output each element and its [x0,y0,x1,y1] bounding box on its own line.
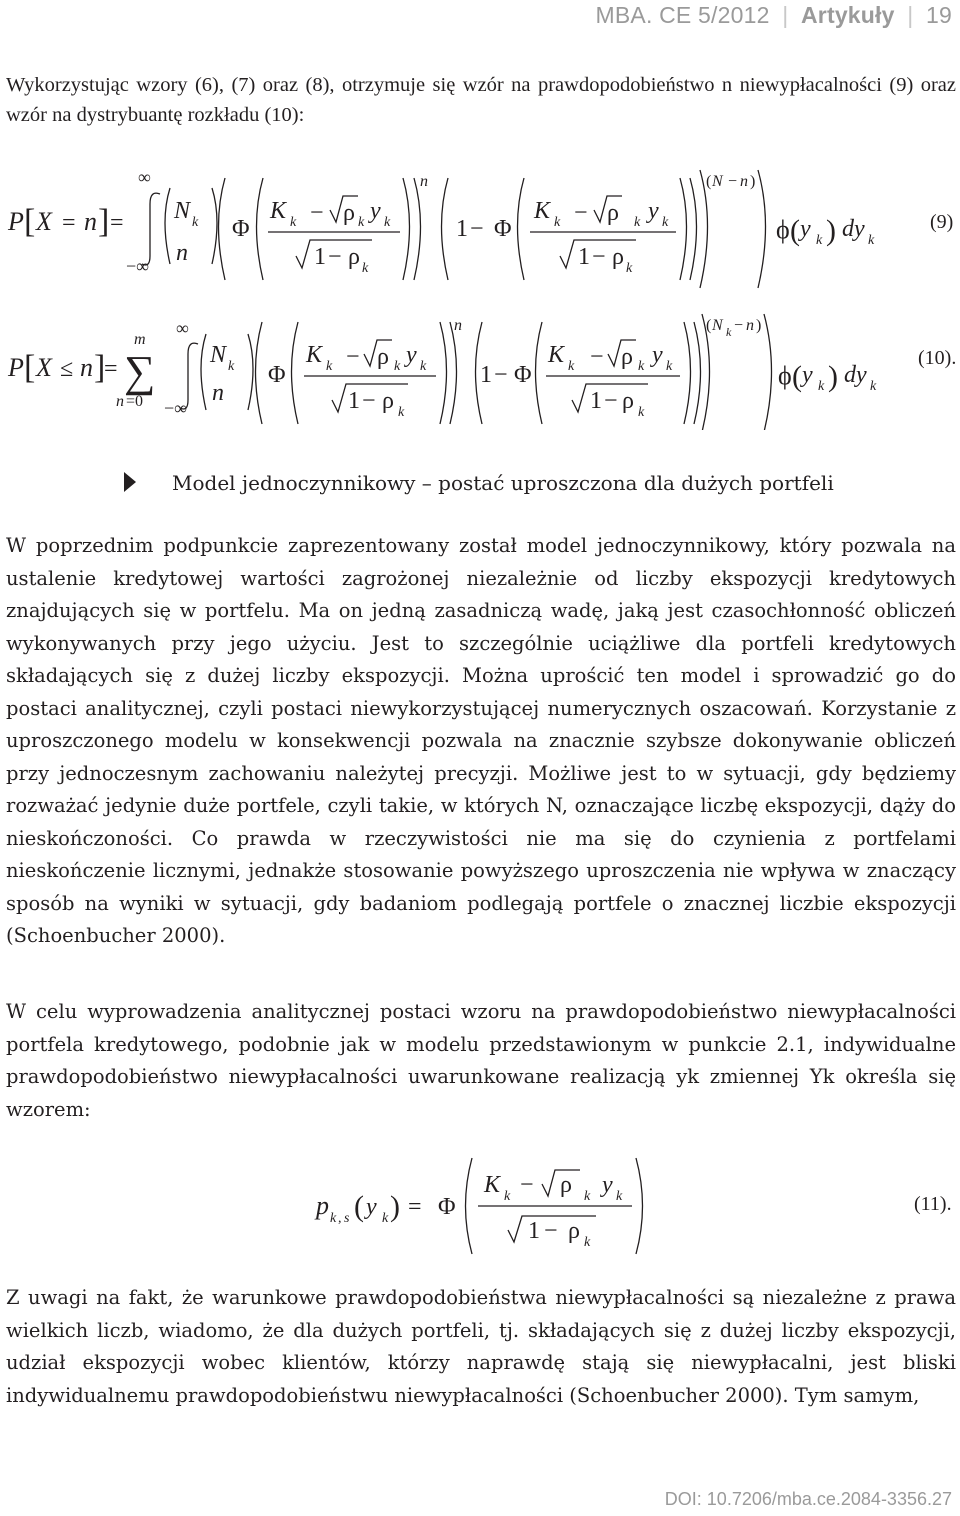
svg-text:k: k [326,359,333,374]
svg-text:=: = [110,210,124,236]
svg-text:X: X [36,353,52,382]
svg-text:k: k [568,359,575,374]
svg-text:P: P [8,207,24,236]
svg-text:k: k [616,1189,623,1204]
svg-text:y: y [800,216,811,242]
svg-text:k: k [384,215,391,230]
svg-text:k: k [634,215,641,230]
svg-text:s: s [344,1211,350,1226]
svg-text:K: K [548,342,565,368]
svg-text:Φ: Φ [438,1194,456,1220]
svg-text:=: = [408,1194,422,1220]
svg-text:−: − [574,200,588,226]
svg-text:k: k [362,261,369,276]
svg-text:N: N [174,198,191,224]
svg-text:): ) [826,214,836,247]
svg-text:K: K [306,342,323,368]
svg-text:k: k [870,379,877,394]
svg-text:=0: =0 [126,393,144,410]
svg-text:y: y [366,1194,377,1220]
svg-text:N: N [210,342,227,368]
svg-text:X: X [36,207,52,236]
svg-text:−: − [346,344,360,370]
equation-10 [0,300,960,430]
svg-text:(: ( [706,173,712,190]
svg-text:y: y [406,342,417,368]
svg-text:=: = [62,210,76,236]
svg-text:−: − [604,388,618,414]
svg-text:−: − [328,244,342,270]
svg-text:k: k [816,233,823,248]
svg-text:k: k [228,359,235,374]
svg-text:K: K [270,198,287,224]
svg-text:1: 1 [348,388,360,414]
svg-text:]: ] [94,349,106,386]
svg-text:−: − [592,244,606,270]
svg-text:k: k [868,233,875,248]
header-separator: | [907,2,914,28]
svg-text:n: n [746,317,754,334]
svg-text:[: [ [24,349,36,386]
svg-text:ρ: ρ [612,244,624,270]
body-paragraph-4: Z uwagi na fakt, że warunkowe prawdopodobieństwa niewypłacalności są niezależne z prawa wielkich liczb, wiadomo, że dla dużych portfeli, tj. składających się z dużej liczby ekspozycji, udział ekspozycji wobec klientów, którzy naprawdę stają się niewypłacalni, jest bliski indywidualnemu prawdopodobieństwu niewypłacalności (Schoenbucher 2000). Tym samym, [6,1286,956,1407]
section-bullet-icon [122,470,142,494]
svg-text:ρ: ρ [377,344,389,370]
equation-11 [0,1150,960,1260]
section-heading: Model jednoczynnikowy – postać uproszczona dla dużych portfeli [172,471,834,495]
svg-text:−: − [590,344,604,370]
svg-text:n: n [212,380,224,406]
svg-text:ϕ: ϕ [778,361,792,390]
svg-text:dy: dy [842,216,865,242]
svg-text:ρ: ρ [343,200,355,226]
svg-text:k: k [666,359,673,374]
svg-text:−: − [470,216,484,242]
svg-text:n: n [80,353,93,382]
svg-text:n: n [740,173,748,190]
svg-text:dy: dy [844,362,867,388]
svg-text:k: k [584,1235,591,1250]
svg-text:ρ: ρ [568,1218,580,1244]
svg-text:k: k [398,405,405,420]
svg-text:−: − [544,1218,558,1244]
svg-text:k: k [192,215,199,230]
svg-text:ρ: ρ [607,200,619,226]
eq11-label: (11). [914,1193,952,1215]
svg-text:Φ: Φ [514,362,532,388]
header-separator: | [782,2,789,28]
equation-9 [0,160,960,300]
svg-text:−: − [728,173,738,190]
running-header [596,2,953,29]
svg-text:,: , [338,1211,342,1226]
svg-text:n: n [454,317,462,334]
svg-text:k: k [290,215,297,230]
svg-text:]: ] [98,203,110,240]
svg-text:−: − [734,317,744,334]
svg-text:k: k [504,1189,511,1204]
svg-text:(: ( [354,1190,364,1223]
svg-text:P: P [8,353,24,382]
svg-text:(: ( [790,214,800,247]
svg-text:N: N [712,173,723,190]
svg-text:k: k [358,215,365,230]
svg-text:ρ: ρ [348,244,360,270]
svg-text:k: k [394,359,401,374]
svg-text:−∞: −∞ [126,256,149,276]
svg-text:m: m [134,331,146,348]
svg-text:n: n [84,207,97,236]
intro-paragraph: Wykorzystując wzory (6), (7) oraz (8), otrzymuje się wzór na prawdopodobieństwo n niewypłacalności (9) oraz wzór na dystrybuantę rozkładu (10): [6,74,956,126]
svg-text:n: n [176,240,188,266]
svg-text:N: N [712,317,723,334]
svg-text:ρ: ρ [382,388,394,414]
doi-footer: DOI: 10.7206/mba.ce.2084-3356.27 [664,1489,952,1509]
svg-text:[: [ [24,203,36,240]
svg-text:): ) [756,317,762,334]
svg-text:1: 1 [590,388,602,414]
svg-text:n: n [420,173,428,190]
svg-text:ρ: ρ [560,1172,572,1198]
svg-text:k: k [638,359,645,374]
svg-text:≤: ≤ [60,356,74,382]
svg-text:k: k [818,379,825,394]
eq10-label: (10). [918,347,957,369]
svg-text:K: K [534,198,551,224]
svg-text:k: k [638,405,645,420]
svg-text:1: 1 [528,1218,540,1244]
svg-text:k: k [726,325,732,339]
svg-text:): ) [750,173,756,190]
svg-text:): ) [828,360,838,393]
svg-text:Φ: Φ [232,216,250,242]
svg-text:Φ: Φ [494,216,512,242]
svg-text:∑: ∑ [124,347,156,396]
svg-text:∞: ∞ [138,167,151,187]
svg-text:=: = [104,356,118,382]
svg-text:∞: ∞ [176,318,189,338]
journal-name: MBA. CE 5/2012 [595,2,770,28]
svg-text:p: p [316,1191,329,1220]
svg-text:(: ( [706,317,712,334]
svg-text:k: k [330,1211,337,1226]
svg-text:y: y [370,198,381,224]
svg-text:k: k [584,1189,591,1204]
svg-text:K: K [484,1172,501,1198]
page-number: 19 [926,2,952,28]
svg-text:1: 1 [578,244,590,270]
body-paragraph-3: W celu wyprowadzenia analitycznej postaci wzoru na prawdopodobieństwo niewypłacalności portfela kredytowego, podobnie jak w modelu przedstawionym w punkcie 2.1, indywidualne prawdopodobieństwo niewypłacalności uwarunkowane realizacją yk zmiennej Yk określa się wzorem: [6,1000,956,1121]
svg-text:(: ( [792,360,802,393]
svg-text:n: n [116,393,124,410]
svg-text:−: − [362,388,376,414]
svg-text:−∞: −∞ [164,398,187,418]
svg-text:Φ: Φ [268,362,286,388]
svg-text:y: y [602,1172,613,1198]
svg-text:k: k [554,215,561,230]
svg-text:k: k [382,1211,389,1226]
eq9-label: (9) [930,211,954,233]
svg-text:y: y [648,198,659,224]
svg-text:1: 1 [480,362,492,388]
svg-text:): ) [390,1190,400,1223]
svg-text:k: k [420,359,427,374]
section-name: Artykuły [801,2,895,28]
svg-text:−: − [520,1172,534,1198]
svg-text:k: k [662,215,669,230]
svg-text:ρ: ρ [621,344,633,370]
svg-text:−: − [494,362,508,388]
svg-text:ρ: ρ [622,388,634,414]
svg-text:y: y [652,342,663,368]
body-paragraph-2: W poprzednim podpunkcie zaprezentowany został model jednoczynnikowy, który pozwala na ustalenie kredytowej wartości zagrożonej niezależnie od liczby ekspozycji kredytowych znajdujących się w portfelu. Ma on jedną zasadniczą wadę, jaką jest czasochłonność obliczeń wykonywanych przy jego użyciu. Jest to szczególnie uciążliwe dla portfeli kredytowych składających się z dużej liczby ekspozycji. Można uprościć ten model i sprowadzić go do postaci analitycznej, czyli postaci niewykorzystującej numerycznych oszacowań. Korzystanie z uproszczonego modelu w konsekwencji pozwala na znacznie szybsze dokonywanie obliczeń przy jednoczesnym zachowaniu należytej precyzji. Możliwe jest to w sytuacji, gdy będziemy rozważać jedynie duże portfele, czyli takie, w których N, oznaczające liczbę ekspozycji, dąży do nieskończoności. Co prawda w rzeczywistości nie ma się do czynienia z portfelami nieskończenie licznymi, jednakże stosowanie powyższego uproszczenia nie wpływa w znaczący sposób na wyniki w sytuacji, gdy badaniom podlegają portfele o znacznej liczbie ekspozycji (Schoenbucher 2000). [6,534,956,947]
svg-text:−: − [310,200,324,226]
svg-text:y: y [802,362,813,388]
svg-text:1: 1 [456,216,468,242]
svg-text:ϕ: ϕ [776,215,790,244]
svg-text:k: k [626,261,633,276]
svg-text:1: 1 [314,244,326,270]
